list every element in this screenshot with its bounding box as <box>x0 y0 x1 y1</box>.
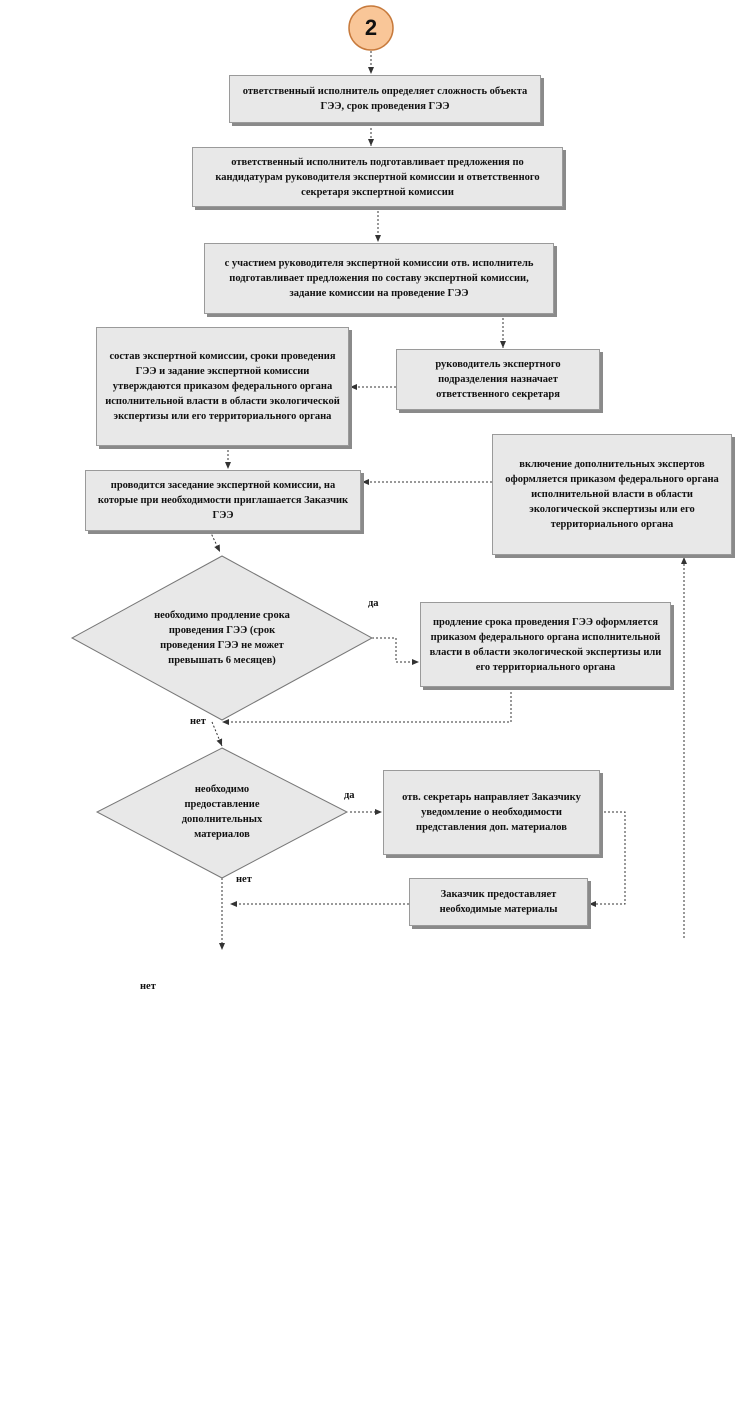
box-extend-order: продление срока проведения ГЭЭ оформляется приказом федерального органа исполнительной власти в области экологической экспертизы или его территориального органа <box>420 602 671 687</box>
start-connector-number: 2 <box>364 15 378 40</box>
decision2-text: необходимо предоставление дополнительных материалов <box>181 784 263 840</box>
label-no-2: нет <box>236 874 252 885</box>
label-no-3: нет <box>140 981 156 992</box>
arrow-decision1-no <box>212 722 222 746</box>
box-notify-customer: отв. секретарь направляет Заказчику уведомление о необходимости представления доп. материалов <box>383 770 600 855</box>
arrow-decision1-yes <box>372 638 419 662</box>
box-appoint-secretary: руководитель экспертного подразделения назначает ответственного секретаря <box>396 349 600 410</box>
box-prepare-candidates: ответственный исполнитель подготавливает предложения по кандидатурам руководителя экспертной комиссии и ответственного секретаря экспертной комиссии <box>192 147 563 207</box>
decision1-text: необходимо продление срока проведения ГЭЭ (срок проведения ГЭЭ не может превышать 6 месяцев) <box>154 610 290 666</box>
arrow-meeting-to-decision1 <box>210 531 220 552</box>
box-add-experts: включение дополнительных экспертов оформляется приказом федерального органа исполнительной власти в области экологической экспертизы или его территориального органа <box>492 434 732 555</box>
box-meeting: проводится заседание экспертной комиссии, на которые при необходимости приглашается Заказчик ГЭЭ <box>85 470 361 531</box>
label-no-1: нет <box>190 716 206 727</box>
label-yes-1: да <box>368 598 379 609</box>
box-prepare-composition: с участием руководителя экспертной комиссии отв. исполнитель подготавливает предложения по составу экспертной комиссии, задание комиссии на проведение ГЭЭ <box>204 243 554 314</box>
box-customer-provides: Заказчик предоставляет необходимые материалы <box>409 878 588 926</box>
box-determine-complexity: ответственный исполнитель определяет сложность объекта ГЭЭ, срок проведения ГЭЭ <box>229 75 541 123</box>
box-approve-order: состав экспертной комиссии, сроки проведения ГЭЭ и задание экспертной комиссии утверждаются приказом федерального органа исполнительной власти в области экологической экспертизы или его территориального органа <box>96 327 349 446</box>
label-yes-2: да <box>344 790 355 801</box>
